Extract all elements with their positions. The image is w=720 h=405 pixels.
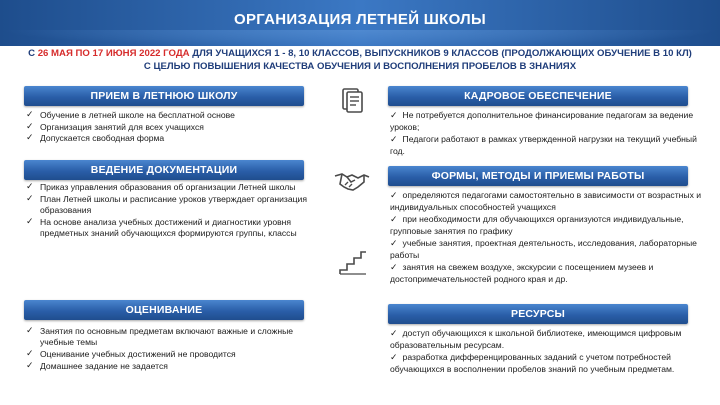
list-item: ✓ Занятия по основным предметам включают важные и сложные учебные темы [26, 326, 326, 348]
subtitle-line-1 [4, 48, 716, 61]
list-item: ✓ Допускается свободная форма [26, 133, 326, 144]
subtitle-line-2: С ЦЕЛЬЮ ПОВЫШЕНИЯ КАЧЕСТВА ОБУЧЕНИЯ И ВОСПОЛНЕНИЯ ПРОБЕЛОВ В ЗНАНИЯХ [143, 60, 577, 72]
admission-header: ПРИЕМ В ЛЕТНЮЮ ШКОЛУ [24, 86, 304, 106]
list-item-text: Педагоги работают в рамках утвержденной нагрузки на текущий учебный год. [390, 133, 697, 157]
check-icon: ✓ [390, 191, 398, 201]
docs-list [26, 182, 322, 240]
forms-list [390, 190, 708, 286]
list-item [390, 352, 708, 375]
list-item: ✓ На основе анализа учебных достижений и диагностики уровня предметных знаний обучающихся формируются группы, классы [26, 217, 322, 239]
list-item-text: разработка дифференцированных заданий с учетом потребностей обучающихся в восполнении пробелов знаний по учебным предметам. [390, 351, 675, 375]
check-icon: ✓ [390, 134, 398, 145]
list-item-text: учебные занятия, проектная деятельность, исследования, лабораторные работы [390, 237, 697, 261]
list-item: ✓ Оценивание учебных достижений не проводится [26, 349, 326, 360]
handshake-icon [334, 168, 370, 194]
banner-wave [0, 30, 720, 48]
list-item [390, 214, 708, 237]
assessment-list [26, 326, 326, 372]
subtitle-dates: 26 МАЯ ПО 17 ИЮНЯ 2022 ГОДА [37, 48, 190, 59]
resources-header: РЕСУРСЫ [388, 304, 688, 324]
list-item-text: занятия на свежем воздухе, экскурсии с посещением музеев и достопримечательностей родного края и др. [390, 261, 654, 284]
subtitle-lead: С [28, 48, 38, 59]
subtitle-rest: ДЛЯ УЧАЩИХСЯ 1 - 8, 10 КЛАССОВ, ВЫПУСКНИКОВ 9 КЛАССОВ (ПРОДОЛЖАЮЩИХ ОБУЧЕНИЕ В 10 КЛ) [189, 48, 692, 59]
list-item [390, 328, 708, 351]
list-item: ✓ Организация занятий для всех учащихся [26, 122, 326, 133]
list-item: ✓ Приказ управления образования об организации Летней школы [26, 182, 322, 193]
list-item: ✓ Домашнее задание не задается [26, 361, 326, 372]
resources-list [390, 328, 708, 376]
stairs-icon [338, 250, 368, 276]
check-icon: ✓ [390, 111, 398, 121]
check-icon: ✓ [390, 352, 398, 363]
list-item [390, 262, 708, 285]
docs-header: ВЕДЕНИЕ ДОКУМЕНТАЦИИ [24, 160, 304, 180]
check-icon: ✓ [390, 262, 398, 273]
list-item-text: при необходимости для обучающихся организуются индивидуальные, групповые занятия по графику [390, 213, 684, 237]
subtitle [4, 48, 716, 73]
staffing-list [390, 110, 708, 158]
list-item [390, 238, 708, 261]
check-icon: ✓ [390, 214, 398, 225]
list-item-text: определяются педагогами самостоятельно в зависимости от возрастных и индивидуальных способностей учащихся [390, 190, 702, 213]
check-icon: ✓ [390, 238, 398, 249]
forms-header: ФОРМЫ, МЕТОДЫ И ПРИЕМЫ РАБОТЫ [388, 166, 688, 186]
list-item [390, 134, 708, 157]
list-item: ✓ План Летней школы и расписание уроков утверждает организация образования [26, 194, 322, 216]
admission-list [26, 110, 326, 145]
page-title: ОРГАНИЗАЦИЯ ЛЕТНЕЙ ШКОЛЫ [233, 11, 486, 28]
list-item-text: доступ обучающихся к школьной библиотеке, имеющимся цифровым образовательным ресурсам. [390, 328, 682, 351]
check-icon: ✓ [390, 329, 398, 339]
document-icon [338, 86, 366, 114]
assessment-header: ОЦЕНИВАНИЕ [24, 300, 304, 320]
staffing-header: КАДРОВОЕ ОБЕСПЕЧЕНИЕ [388, 86, 688, 106]
list-item [390, 110, 708, 133]
list-item: ✓ Обучение в летней школе на бесплатной основе [26, 110, 326, 121]
list-item-text: Не потребуется дополнительное финансирование педагогам за ведение уроков; [390, 110, 694, 133]
list-item [390, 190, 708, 213]
